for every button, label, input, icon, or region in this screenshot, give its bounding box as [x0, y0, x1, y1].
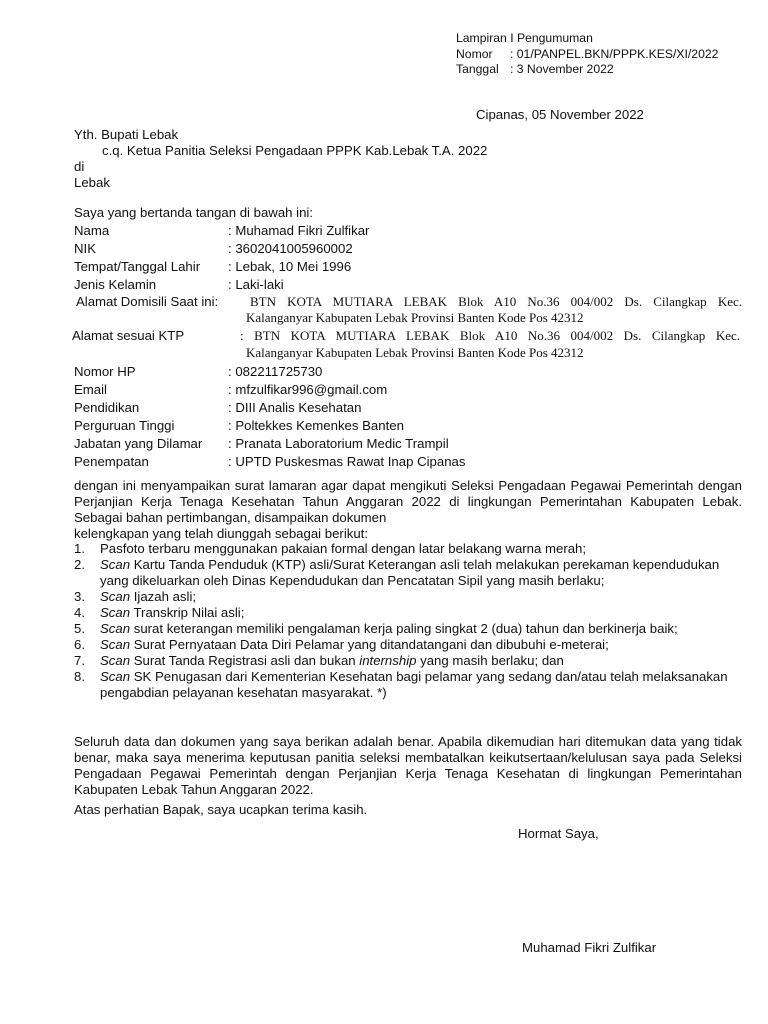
- ktp-line-1: : BTN KOTA MUTIARA LEBAK Blok A10 No.36 004/002 Ds. Cilangkap Kec.: [240, 328, 740, 343]
- body-text-last: kelengkapan yang telah diunggah sebagai berikut:: [74, 526, 369, 541]
- field-row: [74, 435, 742, 453]
- field-label: Jabatan yang Dilamar: [74, 436, 203, 451]
- field-label: Jenis Kelamin: [74, 277, 157, 292]
- attachment-date-value: : 3 November 2022: [510, 62, 614, 76]
- field-value: : Muhamad Fikri Zulfikar: [228, 223, 370, 238]
- list-item: [74, 621, 742, 637]
- domicile-address: [74, 293, 742, 327]
- personal-data: [74, 222, 742, 294]
- field-row: [74, 363, 742, 381]
- field-label: Pendidikan: [74, 400, 140, 415]
- list-number: 1.: [74, 541, 85, 556]
- application-data: [74, 363, 742, 471]
- field-row: [74, 381, 742, 399]
- field-label: Tempat/Tanggal Lahir: [74, 259, 201, 274]
- list-item: [74, 653, 742, 669]
- list-text: Scan surat keterangan memiliki pengalaman kerja paling singkat 2 (dua) tahun dan berkinerja baik;: [100, 621, 678, 636]
- list-number: 4.: [74, 605, 85, 620]
- list-number: 3.: [74, 589, 85, 604]
- ktp-label: Alamat sesuai KTP: [72, 328, 185, 343]
- recipient-line-4: Lebak: [74, 175, 110, 190]
- domicile-line-2: Kalanganyar Kabupaten Lebak Provinsi Banten Kode Pos 42312: [246, 310, 584, 325]
- intro-text: Saya yang bertanda tangan di bawah ini:: [74, 205, 314, 220]
- field-label: NIK: [74, 241, 96, 256]
- list-item: [74, 637, 742, 653]
- list-text: Scan Ijazah asli;: [100, 589, 197, 604]
- field-value: : UPTD Puskesmas Rawat Inap Cipanas: [228, 454, 466, 469]
- field-value: : 082211725730: [228, 364, 323, 379]
- field-label: Email: [74, 382, 107, 397]
- field-label: Nama: [74, 223, 110, 238]
- field-row: [74, 417, 742, 435]
- field-value: : Lebak, 10 Mei 1996: [228, 259, 352, 274]
- list-text: Scan Transkrip Nilai asli;: [100, 605, 245, 620]
- field-label: Perguruan Tinggi: [74, 418, 175, 433]
- ktp-address: [72, 327, 740, 361]
- list-number: 6.: [74, 637, 85, 652]
- attachment-number-value: : 01/PANPEL.BKN/PPPK.KES/XI/2022: [510, 46, 719, 61]
- field-value: : mfzulfikar996@gmail.com: [228, 382, 388, 397]
- ktp-line-2: Kalanganyar Kabupaten Lebak Provinsi Banten Kode Pos 42312: [246, 345, 584, 360]
- signer-name: Muhamad Fikri Zulfikar: [522, 940, 657, 955]
- field-value: : Pranata Laboratorium Medic Trampil: [228, 436, 449, 451]
- domicile-line-1: BTN KOTA MUTIARA LEBAK Blok A10 No.36 004/002 Ds. Cilangkap Kec.: [250, 294, 742, 309]
- list-item: [74, 557, 742, 589]
- closing-paragraph: Seluruh data dan dokumen yang saya berikan adalah benar. Apabila dikemudian hari ditemukan data yang tidak benar, maka saya menerima keputusan panitia seleksi membatalkan keikutsertaan/kelulusan saya pada Seleksi Pengadaan Pegawai Pemerintah dengan Perjanjian Kerja Tenaga Kesehatan di lingkungan Pemerintahan Kabupaten Lebak Tahun Anggaran 2022.: [74, 734, 742, 797]
- attachment-number-label: Nomor: [456, 46, 493, 61]
- list-item: [74, 605, 742, 621]
- field-value: : Poltekkes Kemenkes Banten: [228, 418, 404, 433]
- place-date: Cipanas, 05 November 2022: [476, 107, 644, 122]
- field-value: : DIII Analis Kesehatan: [228, 400, 362, 415]
- field-label: Nomor HP: [74, 364, 136, 379]
- list-text: Scan Surat Tanda Registrasi asli dan bukan internship yang masih berlaku; dan: [100, 653, 564, 668]
- domicile-label: Alamat Domisili Saat ini:: [76, 294, 219, 309]
- document-list: [74, 541, 742, 701]
- list-number: 5.: [74, 621, 85, 636]
- field-value: : Laki-laki: [228, 277, 284, 292]
- list-number: 8.: [74, 669, 85, 684]
- list-number: 2.: [74, 557, 85, 572]
- field-value: : 3602041005960002: [228, 241, 353, 256]
- field-row: [74, 240, 742, 258]
- list-text: Pasfoto terbaru menggunakan pakaian formal dengan latar belakang warna merah;: [100, 541, 587, 556]
- body-text: dengan ini menyampaikan surat lamaran agar dapat mengikuti Seleksi Pengadaan Pegawai Pemerintah dengan Perjanjian Kerja Tenaga Kesehatan Tahun Anggaran 2022 di lingkungan Pemerintahan Kabupaten Lebak. Sebagai bahan pertimbangan, disampaikan dokumen: [74, 478, 742, 525]
- list-text: Scan SK Penugasan dari Kementerian Kesehatan bagi pelamar yang sedang dan/atau telah melaksanakan pengabdian pelayanan kesehatan masyarakat. *): [100, 669, 728, 700]
- attachment-header: [456, 31, 756, 78]
- thanks-text: Atas perhatian Bapak, saya ucapkan terima kasih.: [74, 802, 368, 817]
- field-label: Penempatan: [74, 454, 149, 469]
- list-item: [74, 589, 742, 605]
- recipient-block: [74, 127, 487, 191]
- attachment-date-label: Tanggal: [456, 62, 499, 76]
- recipient-line-3: di: [74, 159, 85, 174]
- list-item: [74, 669, 742, 701]
- field-row: [74, 399, 742, 417]
- recipient-line-2: c.q. Ketua Panitia Seleksi Pengadaan PPPK Kab.Lebak T.A. 2022: [102, 143, 488, 158]
- field-row: [74, 453, 742, 471]
- regards-text: Hormat Saya,: [518, 826, 599, 841]
- field-row: [74, 276, 742, 294]
- attachment-number-row: [456, 47, 756, 63]
- attachment-date-row: [456, 62, 756, 78]
- list-text: Scan Kartu Tanda Penduduk (KTP) asli/Surat Keterangan asli telah melakukan perekaman kependudukan yang dikeluarkan oleh Dinas Kependudukan dan Pencatatan Sipil yang masih berlaku;: [100, 557, 720, 588]
- attachment-title: Lampiran I Pengumuman: [456, 31, 593, 45]
- list-text: Scan Surat Pernyataan Data Diri Pelamar yang ditandatangani dan dibubuhi e-meterai;: [100, 637, 609, 652]
- body-paragraph: [74, 478, 742, 542]
- list-item: [74, 541, 742, 557]
- list-number: 7.: [74, 653, 85, 668]
- field-row: [74, 258, 742, 276]
- field-row: [74, 222, 742, 240]
- recipient-line-1: Yth. Bupati Lebak: [74, 127, 179, 142]
